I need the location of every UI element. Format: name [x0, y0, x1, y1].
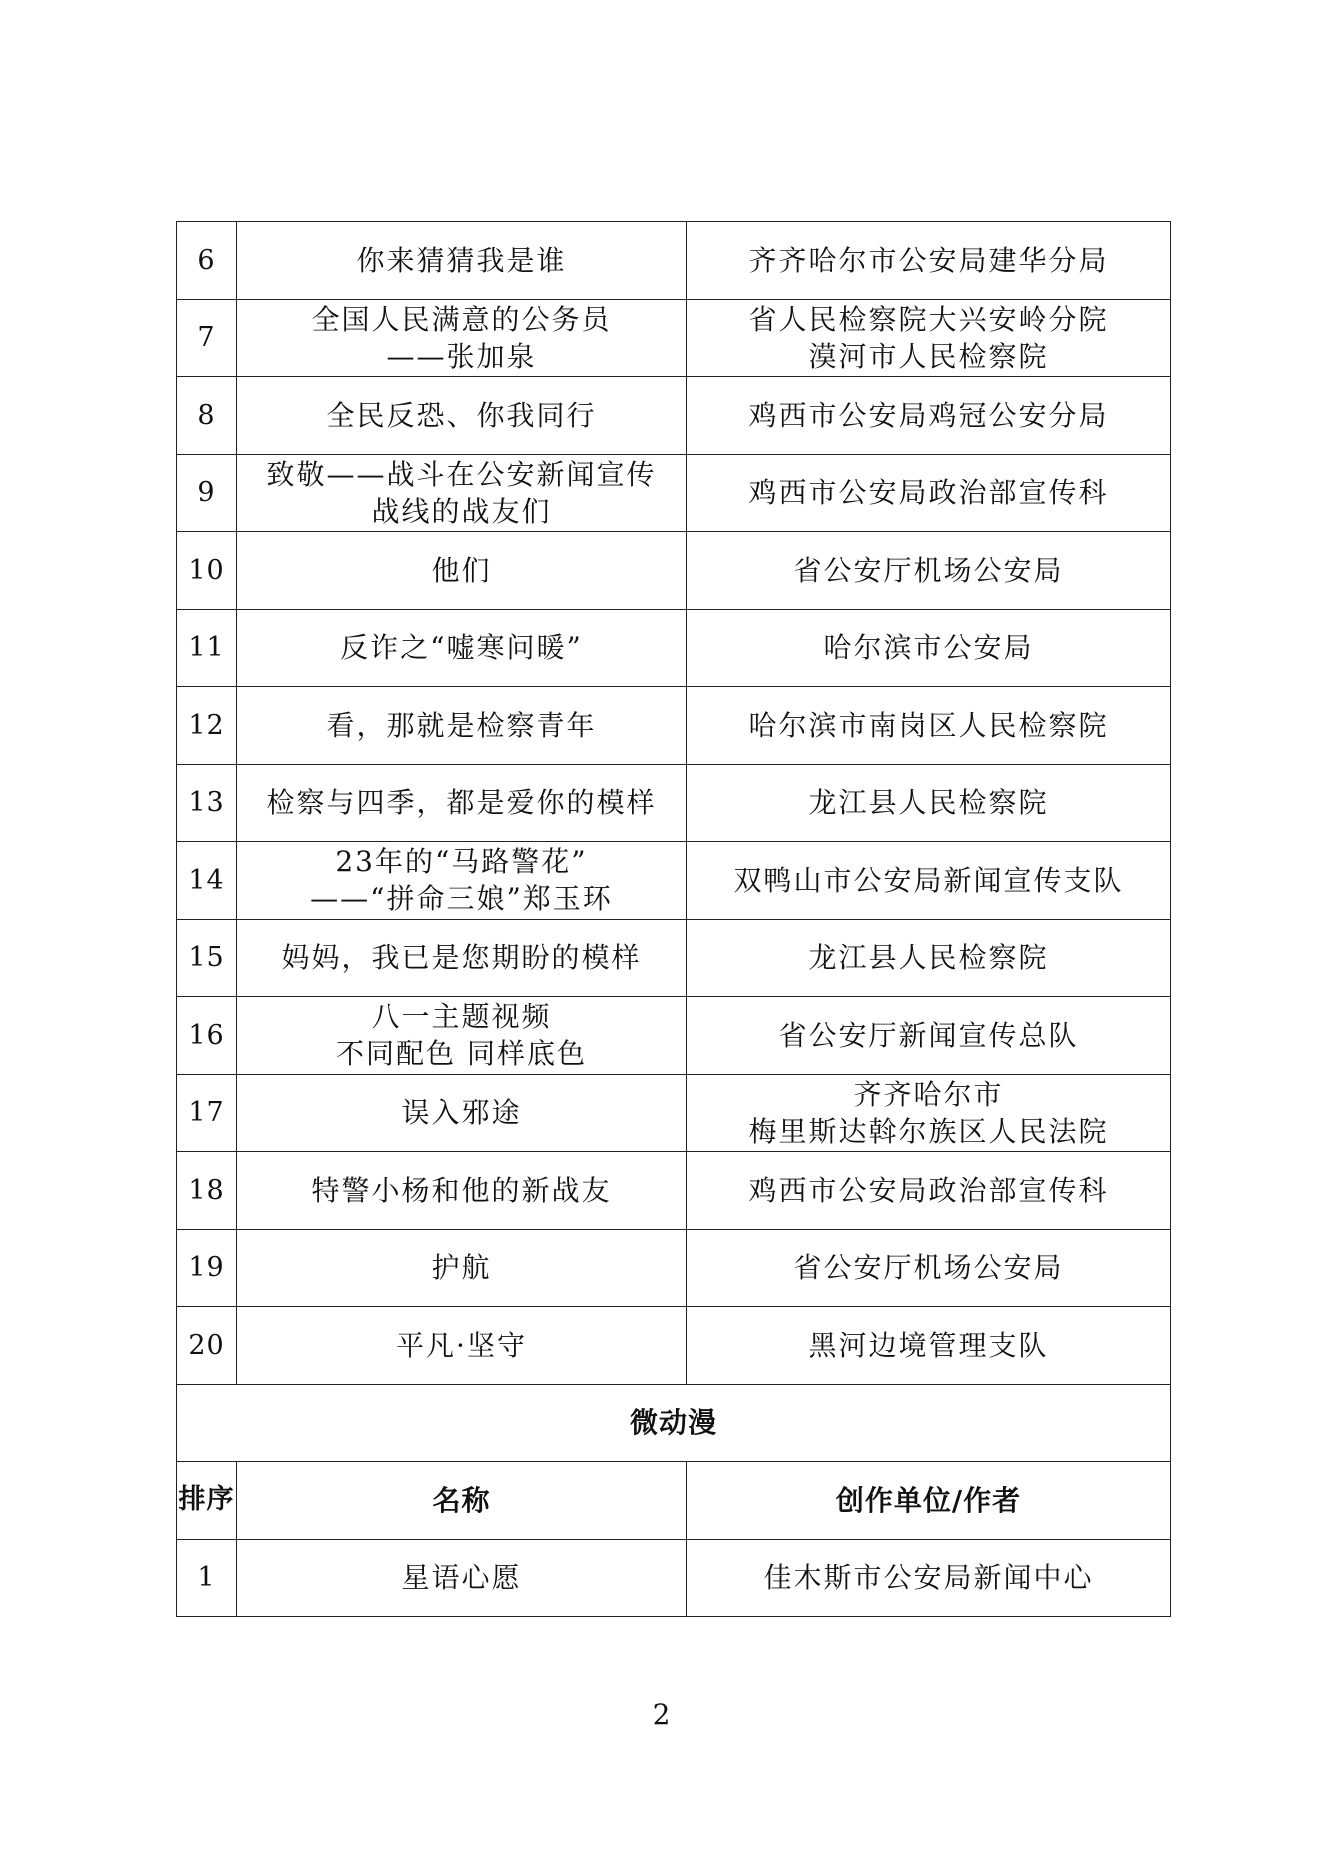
- creator-unit-cell: [687, 609, 1171, 687]
- work-name-line: 星语心愿: [401, 1561, 522, 1595]
- rank-cell: 11: [177, 609, 237, 687]
- creator-unit-line: 鸡西市公安局政治部宣传科: [748, 476, 1109, 510]
- rank-cell: 17: [177, 1074, 237, 1152]
- creator-unit-cell: [687, 1539, 1171, 1617]
- header-rank: 排序: [177, 1462, 237, 1540]
- work-name-cell: [237, 764, 687, 842]
- work-name-line: 平凡·坚守: [396, 1328, 527, 1362]
- work-name-line: 致敬——战斗在公安新闻宣传: [266, 457, 657, 491]
- rank-cell: 6: [177, 222, 237, 300]
- work-name-line: 他们: [431, 553, 492, 587]
- animation-section: [177, 1384, 1171, 1539]
- rank-cell: 19: [177, 1229, 237, 1307]
- creator-unit-cell: [687, 1229, 1171, 1307]
- award-rows: [177, 222, 1171, 1385]
- table-row: [177, 764, 1171, 842]
- work-name-cell: [237, 1229, 687, 1307]
- work-name-line: 误入邪途: [401, 1096, 522, 1130]
- creator-unit-line: 哈尔滨市南岗区人民检察院: [748, 708, 1109, 742]
- work-name-cell: [237, 1152, 687, 1230]
- header-unit: 创作单位/作者: [687, 1462, 1171, 1540]
- rank-cell: 1: [177, 1539, 237, 1617]
- creator-unit-cell: [687, 377, 1171, 455]
- creator-unit-line: 佳木斯市公安局新闻中心: [763, 1561, 1094, 1595]
- creator-unit-cell: [687, 222, 1171, 300]
- table-row: [177, 842, 1171, 920]
- rank-cell: 18: [177, 1152, 237, 1230]
- work-name-line: 妈妈，我已是您期盼的模样: [281, 941, 642, 975]
- work-name-line: 八一主题视频: [371, 1000, 552, 1034]
- creator-unit-cell: [687, 842, 1171, 920]
- rank-cell: 9: [177, 454, 237, 532]
- creator-unit-line: 漠河市人民检察院: [808, 339, 1049, 373]
- work-name-cell: [237, 609, 687, 687]
- table-row: [177, 1539, 1171, 1617]
- creator-unit-line: 齐齐哈尔市: [853, 1077, 1004, 1111]
- work-name-cell: [237, 377, 687, 455]
- table-row: [177, 997, 1171, 1075]
- creator-unit-cell: [687, 997, 1171, 1075]
- rank-cell: 16: [177, 997, 237, 1075]
- table-row: [177, 1152, 1171, 1230]
- creator-unit-cell: [687, 454, 1171, 532]
- table-row: [177, 377, 1171, 455]
- work-name-line: 反诈之“嘘寒问暖”: [340, 631, 583, 665]
- work-name-line: 全国人民满意的公务员: [311, 302, 612, 336]
- creator-unit-line: 双鸭山市公安局新闻宣传支队: [733, 863, 1124, 897]
- work-name-cell: [237, 454, 687, 532]
- work-name-cell: [237, 842, 687, 920]
- creator-unit-cell: [687, 1307, 1171, 1385]
- work-name-line: 你来猜猜我是谁: [356, 243, 567, 277]
- table-row: [177, 919, 1171, 997]
- work-name-cell: [237, 1074, 687, 1152]
- creator-unit-line: 黑河边境管理支队: [808, 1328, 1049, 1362]
- creator-unit-line: 省人民检察院大兴安岭分院: [748, 302, 1109, 336]
- creator-unit-cell: [687, 764, 1171, 842]
- creator-unit-line: 龙江县人民检察院: [808, 941, 1049, 975]
- creator-unit-cell: [687, 532, 1171, 610]
- creator-unit-line: 龙江县人民检察院: [808, 786, 1049, 820]
- table-row: [177, 299, 1171, 377]
- creator-unit-line: 齐齐哈尔市公安局建华分局: [748, 243, 1109, 277]
- creator-unit-line: 鸡西市公安局政治部宣传科: [748, 1173, 1109, 1207]
- page-number: 2: [652, 1698, 671, 1731]
- rank-cell: 15: [177, 919, 237, 997]
- work-name-line: ——张加泉: [386, 339, 537, 373]
- rank-cell: 20: [177, 1307, 237, 1385]
- creator-unit-cell: [687, 687, 1171, 765]
- work-name-line: 不同配色 同样底色: [336, 1037, 587, 1071]
- table-row: [177, 454, 1171, 532]
- rank-cell: 10: [177, 532, 237, 610]
- creator-unit-cell: [687, 1074, 1171, 1152]
- award-table: [176, 221, 1171, 1617]
- table-header-row: [177, 1462, 1171, 1540]
- rank-cell: 14: [177, 842, 237, 920]
- animation-rows: [177, 1539, 1171, 1617]
- creator-unit-cell: [687, 919, 1171, 997]
- work-name-line: 全民反恐、你我同行: [326, 398, 597, 432]
- work-name-line: 检察与四季，都是爱你的模样: [266, 786, 657, 820]
- header-name: 名称: [237, 1462, 687, 1540]
- work-name-line: 护航: [431, 1251, 492, 1285]
- creator-unit-line: 省公安厅机场公安局: [793, 553, 1064, 587]
- rank-cell: 12: [177, 687, 237, 765]
- section-title: 微动漫: [177, 1384, 1171, 1462]
- table-row: [177, 1307, 1171, 1385]
- work-name-line: 看，那就是检察青年: [326, 708, 597, 742]
- table-row: [177, 1229, 1171, 1307]
- table-row: [177, 532, 1171, 610]
- creator-unit-line: 省公安厅新闻宣传总队: [778, 1018, 1079, 1052]
- work-name-cell: [237, 1539, 687, 1617]
- work-name-line: 23年的“马路警花”: [335, 845, 588, 879]
- rank-cell: 8: [177, 377, 237, 455]
- table-row: [177, 609, 1171, 687]
- work-name-cell: [237, 997, 687, 1075]
- creator-unit-line: 省公安厅机场公安局: [793, 1251, 1064, 1285]
- creator-unit-line: 鸡西市公安局鸡冠公安分局: [748, 398, 1109, 432]
- work-name-cell: [237, 222, 687, 300]
- work-name-cell: [237, 687, 687, 765]
- creator-unit-line: 梅里斯达斡尔族区人民法院: [748, 1114, 1109, 1148]
- table-row: [177, 222, 1171, 300]
- section-title-row: [177, 1384, 1171, 1462]
- work-name-cell: [237, 919, 687, 997]
- rank-cell: 7: [177, 299, 237, 377]
- rank-cell: 13: [177, 764, 237, 842]
- work-name-cell: [237, 1307, 687, 1385]
- table-row: [177, 1074, 1171, 1152]
- creator-unit-line: 哈尔滨市公安局: [823, 631, 1034, 665]
- work-name-line: 特警小杨和他的新战友: [311, 1173, 612, 1207]
- work-name-cell: [237, 532, 687, 610]
- creator-unit-cell: [687, 299, 1171, 377]
- work-name-line: 战线的战友们: [371, 494, 552, 528]
- table-row: [177, 687, 1171, 765]
- work-name-cell: [237, 299, 687, 377]
- creator-unit-cell: [687, 1152, 1171, 1230]
- work-name-line: ——“拼命三娘”郑玉环: [310, 882, 613, 916]
